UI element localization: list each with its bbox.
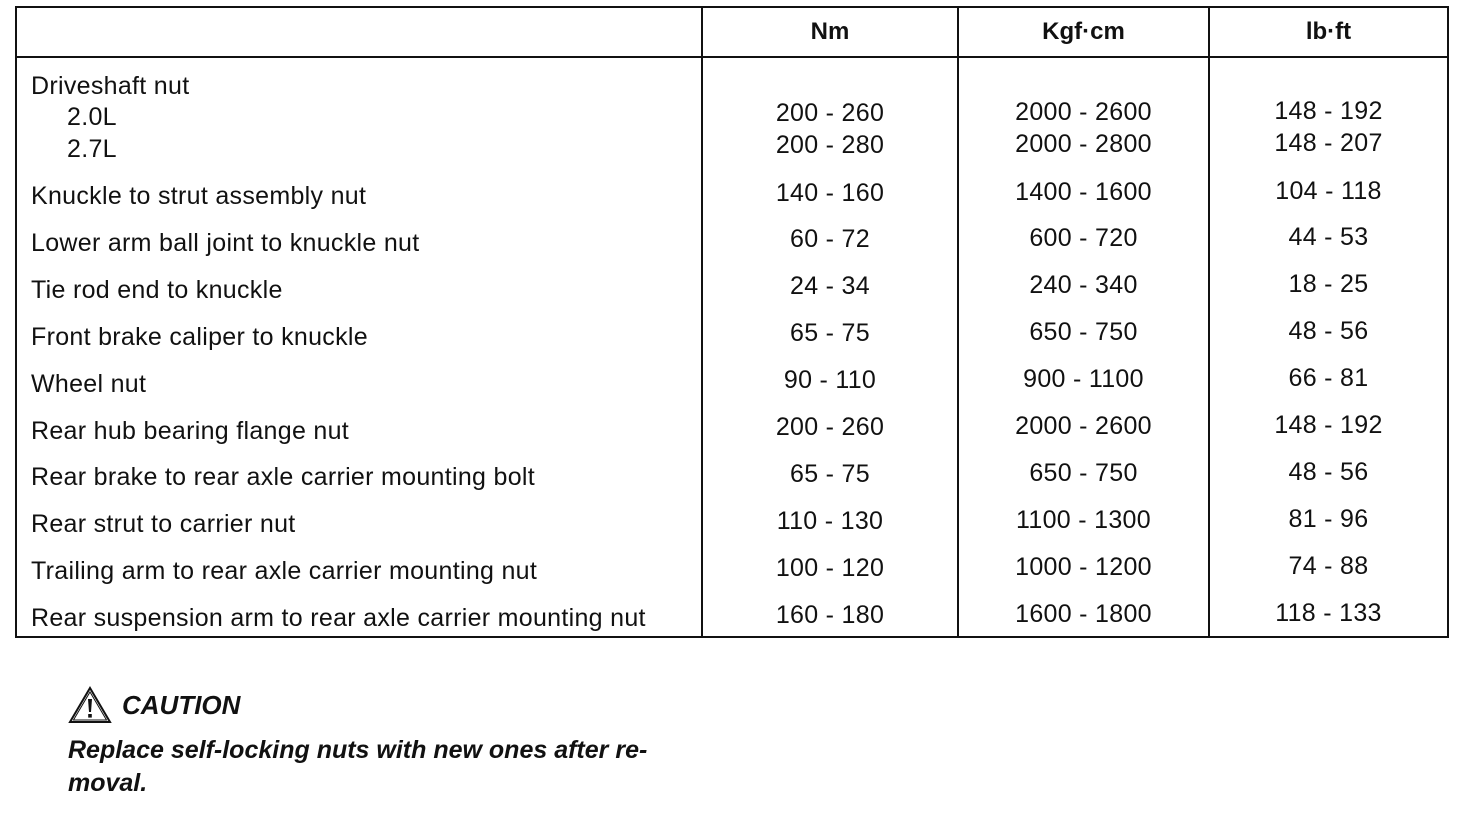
row-lb-ft: 148 - 192 [1274, 411, 1383, 439]
nm-column [701, 58, 957, 636]
row-lb-ft: 18 - 25 [1288, 270, 1369, 298]
row-kgf-cm: 2000 - 2600 [1015, 98, 1152, 126]
row-nm: 200 - 260 [775, 99, 885, 127]
row-lb-ft: 81 - 96 [1288, 505, 1369, 533]
lb-ft-column [1208, 58, 1447, 636]
row-nm: 200 - 280 [775, 131, 885, 159]
caution-title: CAUTION [122, 689, 241, 720]
caution-text [68, 734, 728, 800]
row-description: Front brake caliper to knuckle [31, 323, 368, 351]
row-description: Trailing arm to rear axle carrier mounting nut [31, 557, 538, 585]
row-lb-ft: 66 - 81 [1288, 364, 1369, 392]
warning-triangle-icon [68, 686, 112, 724]
row-nm: 160 - 180 [775, 601, 885, 629]
row-lb-ft: 104 - 118 [1275, 177, 1382, 205]
row-kgf-cm: 1000 - 1200 [1015, 553, 1152, 581]
row-kgf-cm: 1400 - 1600 [1015, 178, 1152, 206]
row-description: 2.0L [67, 103, 117, 131]
header-lb-ft: lb·ft [1208, 8, 1447, 56]
row-kgf-cm: 1600 - 1800 [1015, 600, 1152, 628]
description-column [17, 58, 701, 636]
header-description [17, 8, 701, 56]
row-lb-ft: 148 - 207 [1274, 129, 1383, 157]
row-description: 2.7L [67, 135, 117, 163]
kgf-cm-column [957, 58, 1208, 636]
row-nm: 24 - 34 [790, 272, 870, 300]
row-description: Lower arm ball joint to knuckle nut [31, 229, 420, 257]
row-kgf-cm: 600 - 720 [1029, 224, 1138, 252]
row-nm: 100 - 120 [775, 554, 885, 582]
row-lb-ft: 148 - 192 [1274, 97, 1383, 125]
row-description: Rear strut to carrier nut [31, 510, 296, 538]
row-description: Rear hub bearing flange nut [31, 417, 350, 445]
row-description: Rear suspension arm to rear axle carrier mounting nut [31, 604, 646, 632]
row-description: Driveshaft nut [31, 72, 190, 100]
table-header-row [17, 8, 1447, 58]
row-nm: 90 - 110 [783, 366, 877, 394]
row-description: Rear brake to rear axle carrier mounting bolt [31, 463, 536, 491]
row-kgf-cm: 2000 - 2600 [1015, 412, 1152, 440]
caution-text-line: moval. [68, 769, 148, 797]
row-lb-ft: 48 - 56 [1288, 317, 1369, 345]
table-body [17, 58, 1447, 636]
row-lb-ft: 74 - 88 [1288, 552, 1369, 580]
row-nm: 110 - 130 [776, 507, 884, 535]
row-nm: 65 - 75 [790, 319, 870, 347]
row-kgf-cm: 650 - 750 [1029, 459, 1138, 487]
row-nm: 140 - 160 [775, 179, 885, 207]
row-nm: 60 - 72 [790, 225, 870, 253]
row-kgf-cm: 1100 - 1300 [1016, 506, 1151, 534]
row-lb-ft: 118 - 133 [1275, 599, 1382, 627]
torque-spec-table [15, 6, 1449, 638]
row-lb-ft: 48 - 56 [1288, 458, 1369, 486]
caution-heading [68, 686, 240, 724]
row-nm: 200 - 260 [775, 413, 885, 441]
row-nm: 65 - 75 [790, 460, 870, 488]
header-nm: Nm [701, 8, 957, 56]
header-kgf-cm: Kgf·cm [957, 8, 1208, 56]
row-kgf-cm: 2000 - 2800 [1015, 130, 1152, 158]
row-description: Wheel nut [31, 370, 147, 398]
row-lb-ft: 44 - 53 [1288, 223, 1369, 251]
row-kgf-cm: 900 - 1100 [1023, 365, 1144, 393]
row-description: Knuckle to strut assembly nut [31, 182, 367, 210]
row-description: Tie rod end to knuckle [31, 276, 283, 304]
row-kgf-cm: 650 - 750 [1029, 318, 1138, 346]
caution-text-line: Replace self-locking nuts with new ones after re- [68, 736, 648, 764]
row-kgf-cm: 240 - 340 [1029, 271, 1138, 299]
